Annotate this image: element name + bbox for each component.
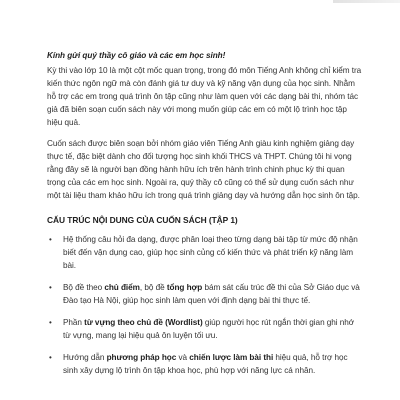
list-item-text: giúp người học rút ngắn thời gian ghi nhớ từ vựng, mang lại hiệu quả ôn luyện tối ưu.	[63, 318, 355, 340]
list-item-bold: chiến lược làm bài thi	[189, 353, 274, 362]
list-item-text: Hệ thống câu hỏi đa dạng, được phân loại theo từng dạng bài tập từ mức độ nhận biết đến vận dụng cao, giúp học sinh củng cố kiến thức và phát triển kỹ năng làm bài.	[63, 235, 358, 270]
section-title: CẤU TRÚC NỘI DUNG CỦA CUỐN SÁCH (TẬP 1)	[47, 215, 238, 225]
list-item-text: , bộ đề	[139, 283, 167, 292]
list-item-text: Hướng dẫn	[63, 353, 107, 362]
list-item-bold: phương pháp học	[106, 353, 177, 362]
document-body	[47, 49, 363, 386]
list-item	[47, 281, 363, 307]
greeting-heading: Kính gửi quý thầy cô giáo và các em học sinh!	[47, 51, 226, 60]
top-edge-shade	[333, 0, 400, 3]
list-item-text: bám sát cấu trúc đề thi của Sở Giáo dục và Đào tạo Hà Nội, giúp học sinh làm quen với định dạng bài thi thực tế.	[63, 283, 360, 305]
intro-paragraph-2: Cuốn sách được biên soạn bởi nhóm giáo viên Tiếng Anh giàu kinh nghiệm giảng dạy thực tế, đặc biệt dành cho đối tượng học sinh khối THCS và THPT. Chúng tôi hi vọng rằng đây sẽ là người bạn đồng hành hữu ích trên hành trình chinh phục kỳ thi quan trọng của các em học sinh. Ngoài ra, quý thầy cô cũng có thể sử dụng cuốn sách như một tài liệu tham khảo hữu ích trong quá trình giảng dạy và hướng dẫn học sinh ôn tập.	[47, 139, 360, 200]
list-item	[47, 233, 363, 272]
list-item-text: hiệu quả, hỗ trợ học sinh xây dựng lộ trình ôn tập khoa học, phù hợp với năng lực cá nhân.	[63, 353, 348, 375]
list-item-bold: chủ điểm	[104, 283, 140, 292]
structure-list	[47, 233, 363, 377]
list-item	[47, 351, 363, 377]
list-item-bold: tổng hợp	[166, 283, 203, 292]
list-item-text: và	[176, 353, 190, 362]
list-item-text: Phần	[63, 318, 85, 327]
list-item	[47, 316, 363, 342]
list-item-text: Bộ đề theo	[63, 283, 105, 292]
list-item-bold: từ vựng theo chủ đề (Wordlist)	[84, 318, 203, 327]
intro-paragraph-1: Kỳ thi vào lớp 10 là một cột mốc quan trọng, trong đó môn Tiếng Anh không chỉ kiểm tra kiến thức ngôn ngữ mà còn đánh giá tư duy và kỹ năng vận dụng của học sinh. Nhằm hỗ trợ các em trong quá trình ôn tập cũng như làm quen với các dạng bài thi, nhóm tác giả đã biên soạn cuốn sách này với mong muốn giúp các em có một lộ trình học tập hiệu quả.	[47, 66, 362, 127]
